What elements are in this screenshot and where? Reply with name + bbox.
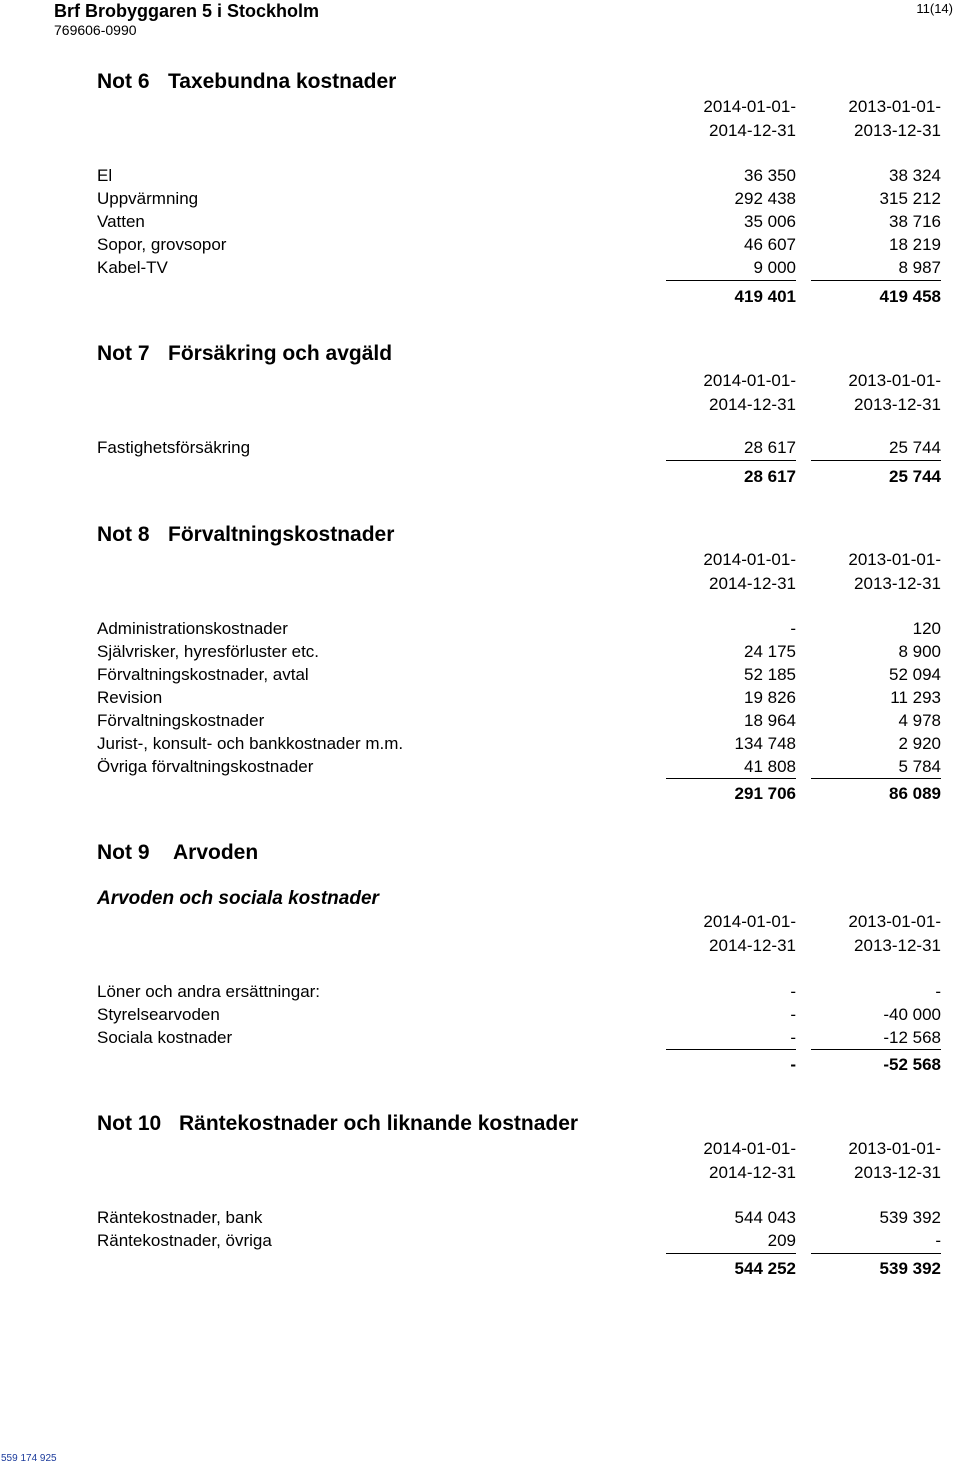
table-row [97,436,942,459]
row-label: Förvaltningskostnader [97,711,265,730]
document-title: Brf Brobyggaren 5 i Stockholm [54,1,320,21]
table-row [97,617,942,640]
total-prior: 539 392 [879,1259,941,1278]
period-start: 2014-01-01- [703,550,796,569]
document-id: 559 174 925 [1,1453,57,1464]
period-current [656,910,796,958]
row-current: 19 826 [744,688,796,707]
row-label: Styrelsearvoden [97,1005,220,1024]
period-prior [801,95,941,143]
row-prior: -40 000 [883,1005,941,1024]
row-prior: 18 219 [889,235,941,254]
row-current: 292 438 [734,189,796,208]
table-row [97,256,942,279]
period-start: 2014-01-01- [703,371,796,390]
total-current: 291 706 [734,784,796,803]
row-label: Övriga förvaltningskostnader [97,757,314,776]
period-end: 2013-12-31 [854,121,941,140]
note-number: Not 7 [97,342,150,365]
row-current: 46 607 [744,235,796,254]
note-rows [97,436,942,459]
row-prior: 52 094 [889,665,941,684]
table-row [97,663,942,686]
table-row [97,1026,942,1049]
note-subtitle: Arvoden och sociala kostnader [97,888,379,909]
row-label: Administrationskostnader [97,619,288,638]
row-label: Räntekostnader, bank [97,1208,263,1227]
row-label: Sociala kostnader [97,1028,233,1047]
total-current: 544 252 [734,1259,796,1278]
period-start: 2014-01-01- [703,1139,796,1158]
note-heading: Förvaltningskostnader [168,523,395,546]
period-end: 2013-12-31 [854,936,941,955]
row-prior: 38 716 [889,212,941,231]
period-end: 2014-12-31 [709,395,796,414]
row-current: 544 043 [734,1208,796,1227]
row-current: 36 350 [744,166,796,185]
total-current: 419 401 [734,287,796,306]
period-start: 2014-01-01- [703,97,796,116]
row-current: 9 000 [753,258,796,277]
table-row [97,1003,942,1026]
note-rows [97,164,942,279]
row-current: 28 617 [744,438,796,457]
table-row [97,233,942,256]
period-start: 2013-01-01- [848,371,941,390]
row-prior: 5 784 [898,757,941,776]
row-prior: 539 392 [879,1208,941,1227]
sum-line [811,460,941,461]
table-row [97,732,942,755]
table-row [97,1206,942,1229]
period-prior [801,369,941,417]
sum-line [811,778,941,779]
period-current [656,369,796,417]
period-end: 2014-12-31 [709,574,796,593]
row-current: 209 [767,1231,796,1250]
row-current: - [790,1028,796,1047]
row-current: - [790,619,796,638]
row-current: 134 748 [734,734,796,753]
note-heading: Försäkring och avgäld [168,342,393,365]
sum-line [666,460,796,461]
sum-line [811,280,941,281]
row-label: Sopor, grovsopor [97,235,227,254]
period-end: 2014-12-31 [709,936,796,955]
note-title [97,523,394,547]
row-label: Vatten [97,212,145,231]
org-number: 769606-0990 [54,22,137,38]
row-prior: - [935,982,941,1001]
table-row [97,164,942,187]
row-prior: 120 [912,619,941,638]
row-label: Uppvärmning [97,189,199,208]
row-prior: - [935,1231,941,1250]
row-label: Förvaltningskostnader, avtal [97,665,309,684]
table-row [97,210,942,233]
note-rows [97,1206,942,1252]
period-start: 2013-01-01- [848,912,941,931]
table-row [97,709,942,732]
row-label: Självrisker, hyresförluster etc. [97,642,320,661]
row-prior: 38 324 [889,166,941,185]
period-current [656,95,796,143]
note-rows [97,617,942,778]
row-current: 41 808 [744,757,796,776]
row-prior: 25 744 [889,438,941,457]
period-start: 2014-01-01- [703,912,796,931]
note-heading: Räntekostnader och liknande kostnader [179,1112,579,1135]
row-prior: 8 987 [898,258,941,277]
period-end: 2014-12-31 [709,121,796,140]
row-prior: 4 978 [898,711,941,730]
row-current: - [790,982,796,1001]
period-start: 2013-01-01- [848,550,941,569]
sum-line [666,1253,796,1254]
row-prior: 2 920 [898,734,941,753]
total-prior: -52 568 [883,1055,941,1074]
sum-line [666,1049,796,1050]
total-prior: 86 089 [889,784,941,803]
note-rows [97,980,942,1049]
row-prior: -12 568 [883,1028,941,1047]
period-end: 2014-12-31 [709,1163,796,1182]
period-start: 2013-01-01- [848,1139,941,1158]
row-current: 52 185 [744,665,796,684]
period-end: 2013-12-31 [854,574,941,593]
note-title [97,342,392,366]
period-end: 2013-12-31 [854,1163,941,1182]
period-current [656,548,796,596]
table-row [97,640,942,663]
row-current: 35 006 [744,212,796,231]
period-prior [801,548,941,596]
row-current: - [790,1005,796,1024]
table-row [97,755,942,778]
row-current: 24 175 [744,642,796,661]
note-number: Not 6 [97,70,150,93]
row-label: Räntekostnader, övriga [97,1231,272,1250]
note-title [97,1112,578,1136]
row-prior: 8 900 [898,642,941,661]
note-title [97,841,258,865]
row-label: Revision [97,688,163,707]
period-end: 2013-12-31 [854,395,941,414]
note-number: Not 9 [97,841,150,864]
sum-line [811,1253,941,1254]
row-prior: 11 293 [890,688,941,707]
row-current: 18 964 [744,711,796,730]
table-row [97,187,942,210]
note-heading: Arvoden [173,841,259,864]
table-row [97,980,942,1003]
sum-line [666,778,796,779]
page-number: 11(14) [916,1,953,16]
total-current: - [790,1055,796,1074]
note-number: Not 8 [97,523,150,546]
row-label: Kabel-TV [97,258,168,277]
total-prior: 419 458 [879,287,941,306]
note-number: Not 10 [97,1112,162,1135]
sum-line [666,280,796,281]
note-heading: Taxebundna kostnader [168,70,397,93]
row-label: Löner och andra ersättningar: [97,982,321,1001]
period-prior [801,1137,941,1185]
row-label: Fastighetsförsäkring [97,438,251,457]
table-row [97,686,942,709]
note-title [97,70,396,94]
total-current: 28 617 [744,467,796,486]
row-prior: 315 212 [879,189,941,208]
period-start: 2013-01-01- [848,97,941,116]
period-prior [801,910,941,958]
period-current [656,1137,796,1185]
row-label: El [97,166,113,185]
total-prior: 25 744 [889,467,941,486]
row-label: Jurist-, konsult- och bankkostnader m.m. [97,734,404,753]
sum-line [811,1049,941,1050]
table-row [97,1229,942,1252]
